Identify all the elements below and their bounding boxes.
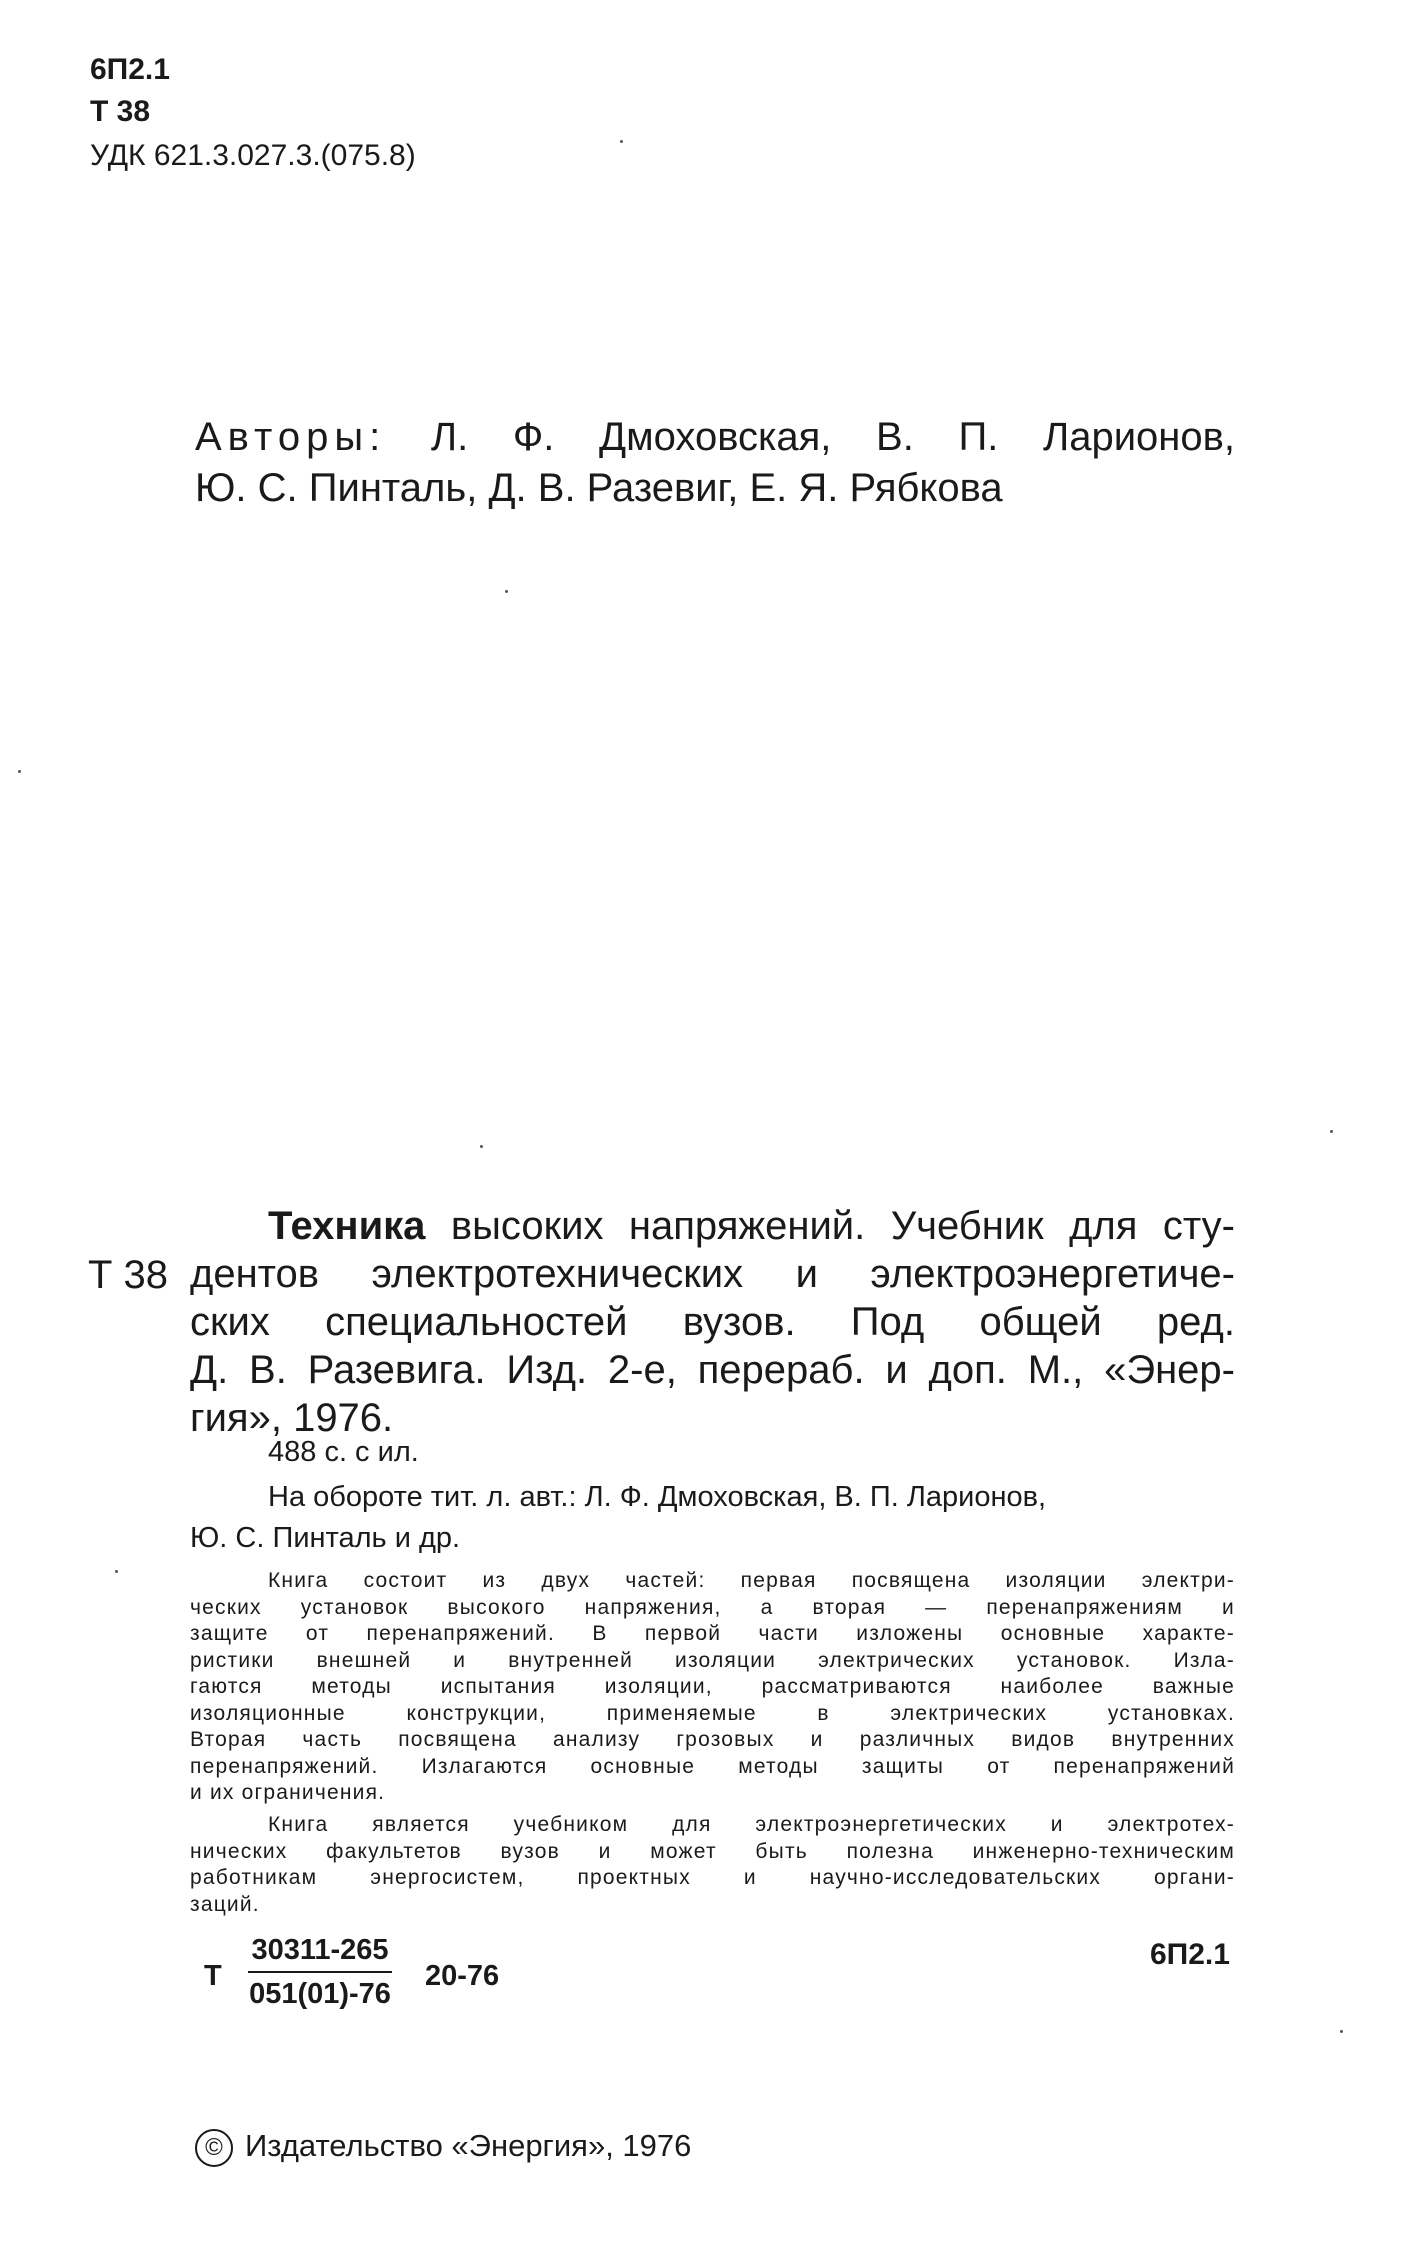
bbk-code: 6П2.1: [90, 53, 170, 86]
annotation-line: ческих установок высокого напряжения, а вторая — перенапряжениям и: [190, 1595, 1235, 1619]
bibliographic-card: [190, 1202, 1235, 1442]
index-denominator: 051(01)-76: [249, 1978, 391, 2010]
annotation-line: ристики внешней и внутренней изоляции электрических установок. Изла-: [190, 1648, 1235, 1672]
index-numerator: 30311-265: [251, 1934, 389, 1966]
authors-block: [195, 412, 1235, 514]
annotation-line: заций.: [190, 1892, 260, 1916]
annotation-line: Книга является учебником для электроэнергетических и электротех-: [268, 1813, 1235, 1836]
author-mark: Т 38: [90, 95, 151, 128]
scan-speck: [1340, 2030, 1343, 2033]
reverse-line-1: На обороте тит. л. авт.: Л. Ф. Дмоховская, В. П. Ларионов,: [268, 1481, 1047, 1513]
card-title-bold: Техника: [268, 1204, 426, 1248]
scan-speck: [620, 140, 623, 143]
authors-lead: Авторы:: [195, 415, 387, 459]
card-line-2: дентов электротехнических и электроэнергетиче-: [190, 1252, 1235, 1296]
annotation-line: и их ограничения.: [190, 1781, 386, 1804]
fraction-bar: [248, 1971, 392, 1973]
authors-line-2: Ю. С. Пинталь, Д. В. Разевиг, Е. Я. Рябкова: [195, 466, 1003, 510]
order-number: 20-76: [425, 1960, 500, 1992]
bbk-right: 6П2.1: [1150, 1938, 1230, 1971]
card-code: Т 38: [88, 1253, 169, 1297]
card-line-5: гия», 1976.: [190, 1396, 394, 1440]
scan-speck: [1330, 1130, 1333, 1133]
pages-count: 488 с. с ил.: [268, 1436, 419, 1468]
annotation-line: Книга состоит из двух частей: первая посвящена изоляции электри-: [268, 1569, 1235, 1592]
udc-code: УДК 621.3.027.3.(075.8): [90, 139, 416, 172]
copyright-icon: ©: [195, 2129, 233, 2167]
annotation-line: гаются методы испытания изоляции, рассматриваются наиболее важные: [190, 1675, 1235, 1698]
card-line-3: ских специальностей вузов. Под общей ред.: [190, 1300, 1235, 1344]
scan-speck: [115, 1570, 118, 1573]
annotation-line: работникам энергосистем, проектных и научно-исследовательских органи-: [190, 1866, 1235, 1889]
annotation-line: нических факультетов вузов и может быть полезна инженерно-техническим: [190, 1839, 1235, 1863]
annotation-line: изоляционные конструкции, применяемые в электрических установках.: [190, 1701, 1235, 1725]
annotation-paragraph-1: [190, 1568, 1235, 1807]
index-fraction: [240, 1932, 400, 2012]
authors-line-1: [195, 412, 1235, 463]
card-title-rest: высоких напряжений. Учебник для сту-: [450, 1204, 1235, 1248]
scan-speck: [480, 1145, 483, 1148]
card-title-line: [190, 1202, 1235, 1250]
annotation-paragraph-2: [190, 1812, 1235, 1918]
reverse-line-2: Ю. С. Пинталь и др.: [190, 1522, 461, 1554]
copyright-text: Издательство «Энергия», 1976: [245, 2128, 692, 2163]
scan-speck: [505, 590, 508, 593]
annotation-line: Вторая часть посвящена анализу грозовых и различных видов внутренних: [190, 1728, 1235, 1751]
annotation-line: перенапряжений. Излагаются основные методы защиты от перенапряжений: [190, 1754, 1235, 1778]
authors-names-1: Л. Ф. Дмоховская, В. П. Ларионов,: [430, 415, 1235, 459]
annotation-line: защите от перенапряжений. В первой части изложены основные характе-: [190, 1622, 1235, 1645]
copyright-line: [195, 2126, 691, 2167]
card-line-4: Д. В. Разевига. Изд. 2-е, перераб. и доп. М., «Энер-: [190, 1348, 1235, 1392]
index-letter: Т: [204, 1960, 222, 1992]
scan-speck: [18, 770, 21, 773]
